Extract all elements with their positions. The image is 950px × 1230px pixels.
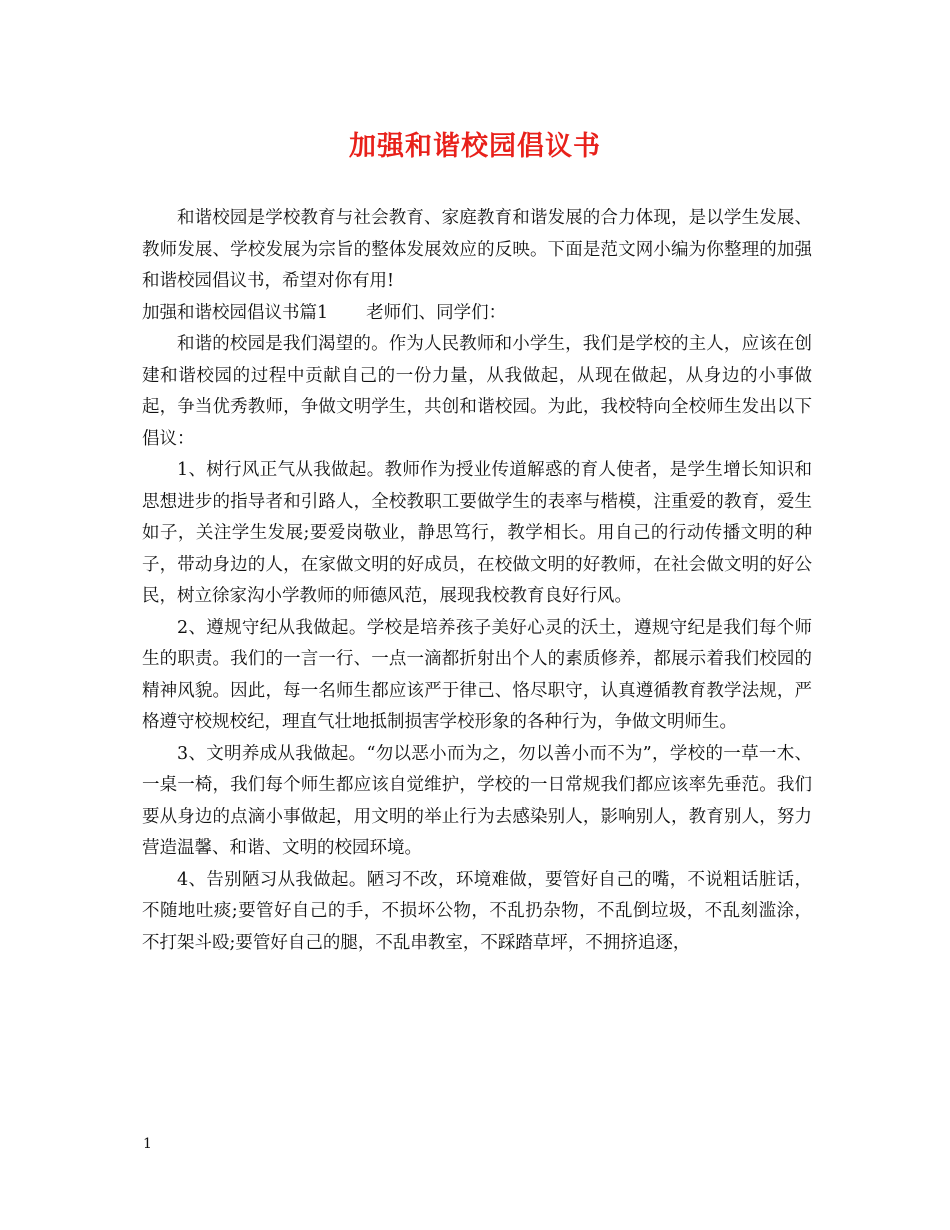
- document-title: 加强和谐校园倡议书: [349, 131, 601, 162]
- greeting: 老师们、同学们：: [366, 302, 507, 323]
- section-heading: 加强和谐校园倡议书篇1: [142, 302, 329, 323]
- paragraph-item-4: 4、告别陋习从我做起。陋习不改，环境难做，要管好自己的嘴，不说粗话脏话，不随地吐痰;要管好自己的手，不损坏公物，不乱扔杂物，不乱倒垃圾，不乱刻滥涂，不打架斗殴;要管好自己的腿，不乱串教室，不踩踏草坪，不拥挤追逐，: [142, 869, 812, 953]
- page-number: 1: [143, 1136, 152, 1152]
- paragraph-intro: 和谐校园是学校教育与社会教育、家庭教育和谐发展的合力体现，是以学生发展、教师发展、学校发展为宗旨的整体发展效应的反映。下面是范文网小编为你整理的加强和谐校园倡议书，希望对你有用!: [142, 208, 812, 291]
- paragraph-item-2: 2、遵规守纪从我做起。学校是培养孩子美好心灵的沃土，遵规守纪是我们每个师生的职责。我们的一言一行、一点一滴都折射出个人的素质修养，都展示着我们校园的精神风貌。因此，每一名师生都应该严于律己、恪尽职守，认真遵循教育教学法规，严格遵守校规校纪，理直气壮地抵制损害学校形象的各种行为，争做文明师生。: [142, 617, 812, 732]
- paragraph-opening: 和谐的校园是我们渴望的。作为人民教师和小学生，我们是学校的主人，应该在创建和谐校园的过程中贡献自己的一份力量，从我做起，从现在做起，从身边的小事做起，争当优秀教师，争做文明学生，共创和谐校园。为此，我校特向全校师生发出以下倡议：: [142, 334, 812, 449]
- section-heading-line: [142, 298, 812, 330]
- paragraph-item-3: 3、文明养成从我做起。“勿以恶小而为之，勿以善小而不为”，学校的一草一木、一桌一椅，我们每个师生都应该自觉维护，学校的一日常规我们都应该率先垂范。我们要从身边的点滴小事做起，用文明的举止行为去感染别人，影响别人，教育别人，努力营造温馨、和谐、文明的校园环境。: [142, 743, 812, 858]
- document-body: [142, 203, 812, 959]
- paragraph-item-1: 1、树行风正气从我做起。教师作为授业传道解惑的育人使者，是学生增长知识和思想进步的指导者和引路人，全校教职工要做学生的表率与楷模，注重爱的教育，爱生如子，关注学生发展;要爱岗敬业，静思笃行，教学相长。用自己的行动传播文明的种子，带动身边的人，在家做文明的好成员，在校做文明的好教师，在社会做文明的好公民，树立徐家沟小学教师的师德风范，展现我校教育良好行风。: [142, 460, 812, 606]
